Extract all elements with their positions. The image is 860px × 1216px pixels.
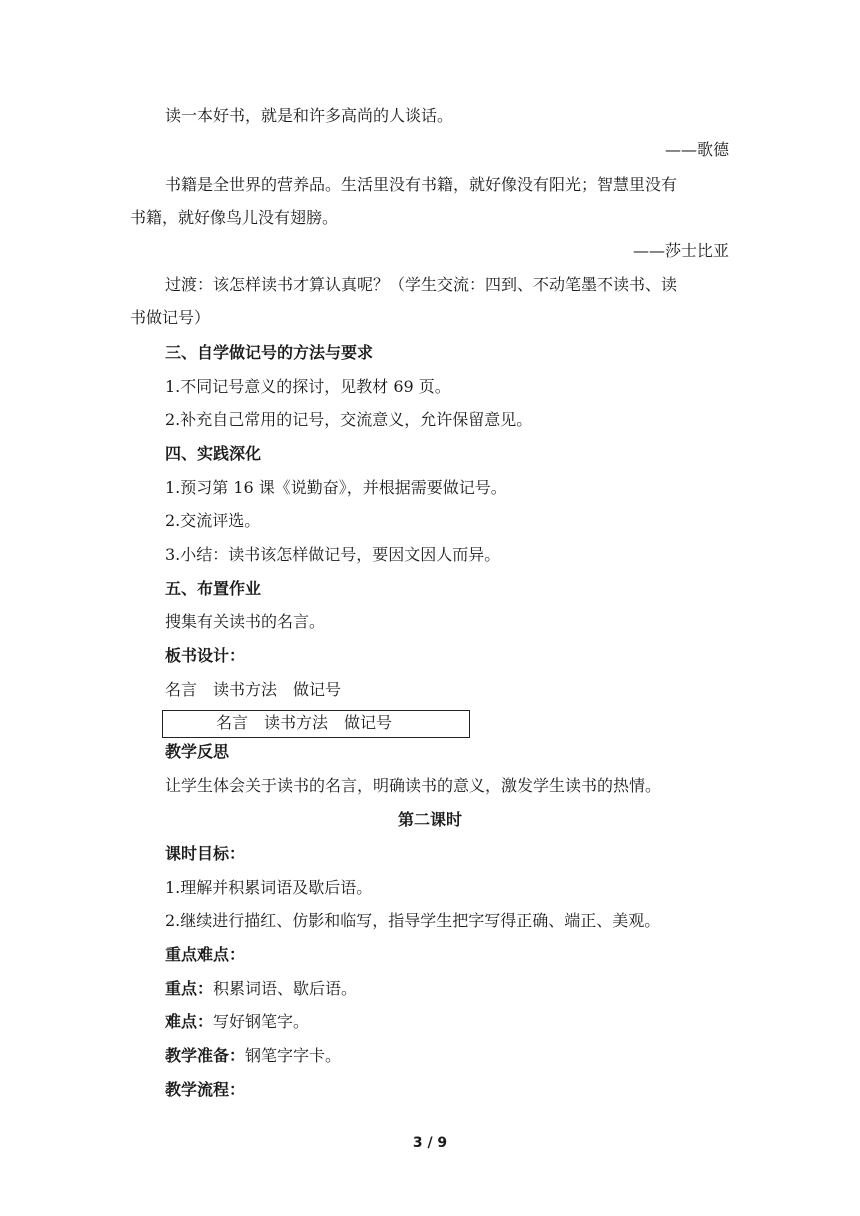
quote-shakespeare-author: ——莎士比亚 xyxy=(632,241,729,260)
reflection-text: 让学生体会关于读书的名言，明确读书的意义，激发学生读书的热情。 xyxy=(165,776,662,795)
preparation-row xyxy=(165,1046,341,1066)
preparation-text: 钢笔字字卡。 xyxy=(245,1046,342,1065)
section4-item-1: 1.预习第 16 课《说勤奋》，并根据需要做记号。 xyxy=(165,478,507,497)
goal-item-2: 2.继续进行描红、仿影和临写，指导学生把字写得正确、端正、美观。 xyxy=(165,911,661,930)
goal-item-1: 1.理解并积累词语及歇后语。 xyxy=(165,878,373,897)
board-heading: 板书设计： xyxy=(165,646,246,665)
key-points-heading: 重点难点： xyxy=(165,945,246,964)
transition-line1: 过渡：该怎样读书才算认真呢？（学生交流：四到、不动笔墨不读书、读 xyxy=(165,275,678,294)
difficulty-text: 写好钢笔字。 xyxy=(213,1012,310,1031)
quote-shakespeare-line2: 书籍，就好像鸟儿没有翅膀。 xyxy=(130,208,339,227)
transition-line2: 书做记号） xyxy=(130,308,211,327)
section4-item-2: 2.交流评选。 xyxy=(165,511,261,530)
key-point-row xyxy=(165,979,357,999)
difficulty-row xyxy=(165,1012,309,1032)
section5-heading: 五、布置作业 xyxy=(165,579,262,598)
homework-text: 搜集有关读书的名言。 xyxy=(165,612,326,631)
section4-heading: 四、实践深化 xyxy=(165,444,262,463)
reflection-heading: 教学反思 xyxy=(165,742,230,761)
key-point-text: 积累词语、歇后语。 xyxy=(213,979,358,998)
key-point-label: 重点： xyxy=(165,979,214,998)
board-box-text: 名言 读书方法 做记号 xyxy=(216,713,393,732)
board-text: 名言 读书方法 做记号 xyxy=(165,680,342,699)
quote-goethe: 读一本好书，就是和许多高尚的人谈话。 xyxy=(165,106,454,125)
section4-item-3: 3.小结：读书该怎样做记号，要因文因人而异。 xyxy=(165,545,501,564)
board-design-box xyxy=(162,710,470,738)
flow-heading: 教学流程： xyxy=(165,1080,246,1099)
section3-heading: 三、自学做记号的方法与要求 xyxy=(165,343,374,362)
quote-goethe-author: ——歌德 xyxy=(664,140,729,159)
difficulty-label: 难点： xyxy=(165,1012,214,1031)
section3-item-2: 2.补充自己常用的记号，交流意义，允许保留意见。 xyxy=(165,410,533,429)
quote-shakespeare-line1: 书籍是全世界的营养品。生活里没有书籍，就好像没有阳光；智慧里没有 xyxy=(165,175,678,194)
page-number: 3 / 9 xyxy=(412,1135,448,1151)
goals-heading: 课时目标： xyxy=(165,844,246,863)
lesson2-title: 第二课时 xyxy=(397,810,462,829)
section3-item-1: 1.不同记号意义的探讨，见教材 69 页。 xyxy=(165,377,451,396)
preparation-label: 教学准备： xyxy=(165,1046,246,1065)
